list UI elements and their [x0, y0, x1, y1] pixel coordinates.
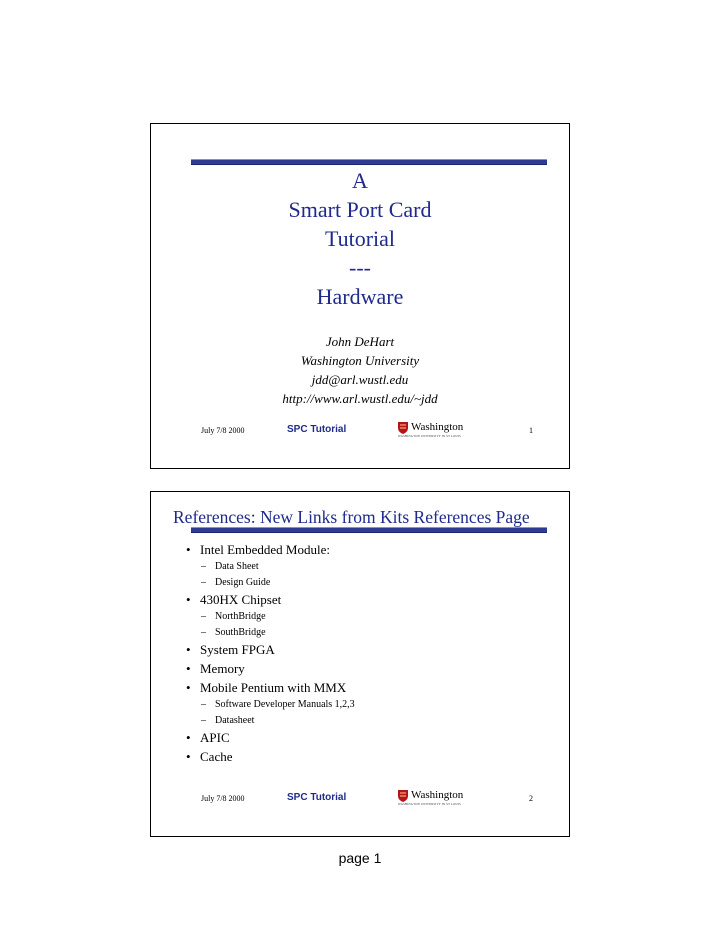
title-line: --- [349, 255, 371, 280]
author-email: jdd@arl.wustl.edu [311, 372, 409, 387]
author-url: http://www.arl.wustl.edu/~jdd [282, 391, 438, 406]
sub-bullet-item: – Datasheet [183, 713, 553, 729]
bullet-item: • System FPGA [183, 640, 553, 659]
slide-number: 2 [529, 794, 533, 803]
logo-text: Washington [411, 789, 464, 801]
shield-icon [398, 790, 408, 802]
sub-bullet-item: – SouthBridge [183, 625, 553, 641]
title-line: Hardware [316, 284, 404, 309]
author-affiliation: Washington University [300, 353, 420, 368]
title-rule [191, 159, 547, 165]
slide-1-title [151, 166, 569, 311]
sub-bullet-item: – Data Sheet [183, 559, 553, 575]
slide-2 [150, 491, 570, 837]
title-rule [191, 527, 547, 533]
slide-1 [150, 123, 570, 469]
shield-icon [398, 422, 408, 434]
bullet-item: • Mobile Pentium with MMX [183, 678, 553, 697]
washington-logo [398, 421, 470, 439]
bullet-item: • APIC [183, 728, 553, 747]
bullet-item: • Intel Embedded Module: [183, 540, 553, 559]
bullet-item: • 430HX Chipset [183, 590, 553, 609]
washington-logo [398, 789, 470, 807]
logo-subtext: WASHINGTON UNIVERSITY IN ST LOUIS [398, 434, 461, 438]
logo-subtext: WASHINGTON UNIVERSITY IN ST LOUIS [398, 802, 461, 806]
logo-text: Washington [411, 421, 464, 433]
footer-title: SPC Tutorial [287, 792, 347, 803]
bullet-item: • Cache [183, 747, 553, 766]
slide-footer [151, 788, 569, 810]
title-line: Smart Port Card [288, 197, 432, 222]
bullet-item: • Memory [183, 659, 553, 678]
footer-date: July 7/8 2000 [201, 794, 245, 803]
slide-2-title: References: New Links from Kits References Page [173, 507, 530, 527]
page-label: page 1 [338, 850, 382, 866]
author-info [151, 332, 569, 408]
author-name: John DeHart [325, 334, 395, 349]
footer-date: July 7/8 2000 [201, 426, 245, 435]
title-line: A [352, 168, 368, 193]
slide-footer [151, 420, 569, 442]
sub-bullet-item: – Software Developer Manuals 1,2,3 [183, 697, 553, 713]
footer-title: SPC Tutorial [287, 424, 347, 435]
sub-bullet-item: – Design Guide [183, 575, 553, 591]
title-line: Tutorial [324, 226, 396, 251]
sub-bullet-item: – NorthBridge [183, 609, 553, 625]
bullet-list [183, 540, 553, 766]
slide-number: 1 [529, 426, 533, 435]
